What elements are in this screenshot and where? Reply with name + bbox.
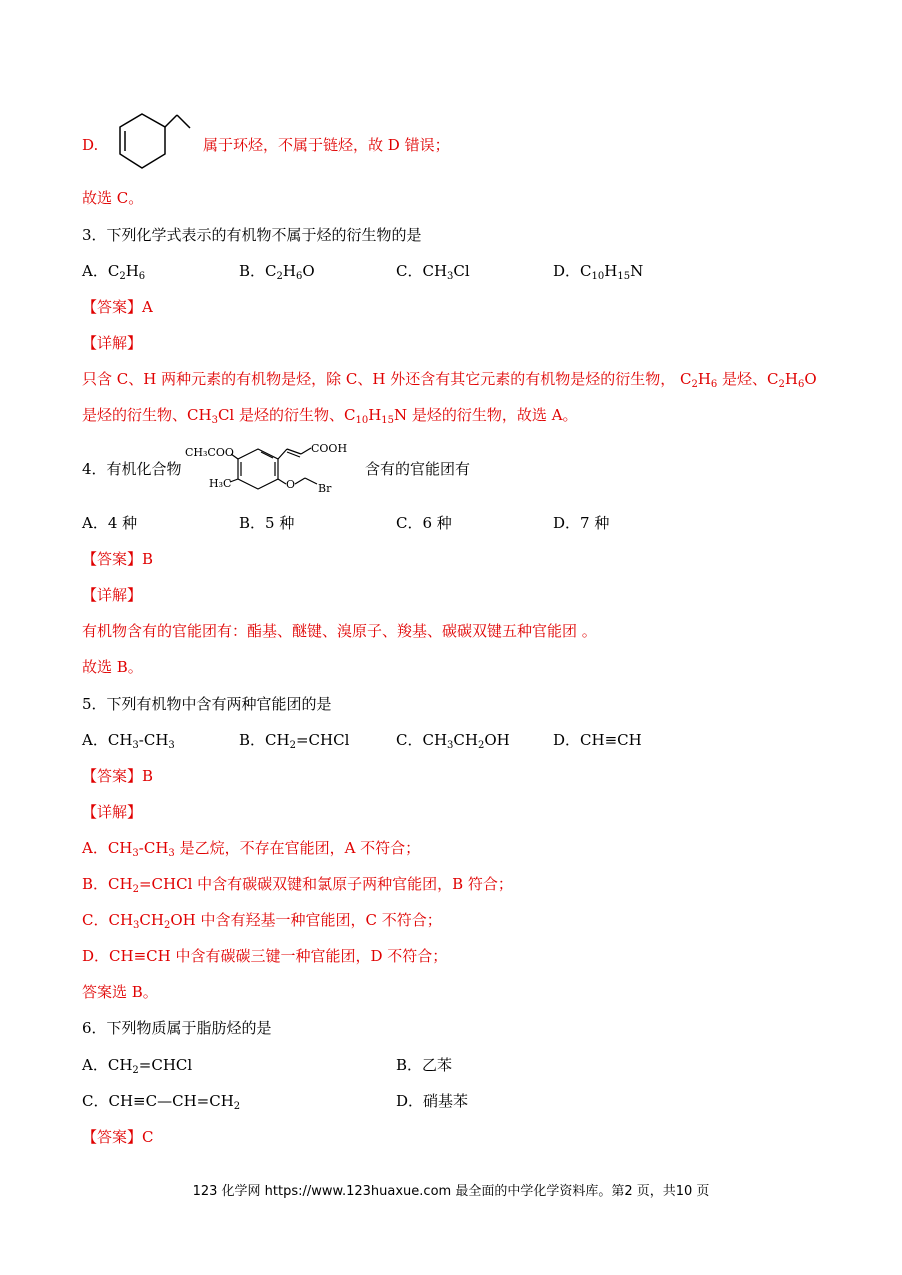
cyclohexene-structure: [108, 108, 198, 180]
q4-structure: [183, 440, 363, 496]
q6-option-d: D．硝基苯: [396, 1092, 469, 1110]
page-footer: 123 化学网 https://www.123huaxue.com 最全面的中学化学资料库。第2 页，共10 页: [192, 1184, 710, 1199]
q4-bromine-label: Br: [318, 482, 332, 495]
q3-stem: 3．下列化学式表示的有机物不属于烃的衍生物的是: [82, 226, 422, 244]
q4-acid-label: COOH: [311, 442, 348, 455]
q4-detail: 有机物含有的官能团有：酯基、醚键、溴原子、羧基、碳碳双键五种官能团 。: [82, 622, 597, 640]
q5-detail-c: C．$CH_3CH_2OH$ 中含有羟基一种官能团，C 不符合；: [82, 911, 442, 931]
q3-option-c: C．$CH_3Cl$: [396, 262, 470, 282]
q4-option-c: C．6 种: [396, 514, 452, 532]
q3-option-a: A．$C_2H_6$: [82, 262, 146, 282]
q5-answer: 【答案】B: [82, 767, 154, 785]
q3-detail-tag: 【详解】: [82, 334, 143, 352]
prev-option-d-label: D.: [82, 136, 99, 154]
q6-option-c: C．$CH\equiv C—CH=CH_2$: [82, 1092, 241, 1112]
q3-detail-line-2: 是烃的衍生物、$CH_3Cl$ 是烃的衍生物、$C_{10}H_{15}N$ 是烃的衍生物，故选 A。: [82, 406, 578, 426]
q5-option-c: C．$CH_3CH_2OH$: [396, 731, 510, 751]
q5-option-d: D．CH≡CH: [553, 731, 642, 749]
q6-stem: 6．下列物质属于脂肪烃的是: [82, 1019, 272, 1037]
prev-conclusion: 故选 C。: [82, 189, 144, 207]
q5-option-b: B．$CH_2=CHCl$: [239, 731, 350, 751]
q4-option-b: B．5 种: [239, 514, 295, 532]
q6-option-a: A．$CH_2=CHCl$: [82, 1056, 193, 1076]
q4-ester-label: CH₃COO: [185, 446, 234, 459]
q4-methyl-label: H₃C: [209, 477, 232, 490]
q5-detail-tag: 【详解】: [82, 803, 143, 821]
q4-stem-pre: 4．有机化合物: [82, 460, 182, 478]
q4-oxygen-label: O: [286, 478, 296, 491]
q4-conclusion: 故选 B。: [82, 658, 143, 676]
q4-detail-tag: 【详解】: [82, 586, 143, 604]
q5-conclusion: 答案选 B。: [82, 983, 158, 1001]
q4-stem-post: 含有的官能团有: [365, 460, 471, 478]
q3-detail-line-1: 只含 C、H 两种元素的有机物是烃，除 C、H 外还含有其它元素的有机物是烃的衍生物， $C_2H_6$ 是烃、$C_2H_6O$: [82, 370, 817, 390]
q5-option-a: A．$CH_3-CH_3$: [82, 731, 175, 751]
q3-option-b: B．$C_2H_6O$: [239, 262, 315, 282]
prev-option-d-text: 属于环烃，不属于链烃，故 D 错误；: [203, 136, 450, 154]
q6-option-b: B．乙苯: [396, 1056, 453, 1074]
q3-answer: 【答案】A: [82, 298, 153, 316]
q4-option-a: A．4 种: [82, 514, 138, 532]
q5-detail-d: D．CH≡CH 中含有碳碳三键一种官能团，D 不符合；: [82, 947, 448, 965]
q5-detail-a: A．$CH_3-CH_3$ 是乙烷，不存在官能团，A 不符合；: [82, 839, 421, 859]
q3-option-d: D．$C_{10}H_{15}N$: [553, 262, 644, 282]
q4-option-d: D．7 种: [553, 514, 610, 532]
q5-stem: 5．下列有机物中含有两种官能团的是: [82, 695, 332, 713]
q4-answer: 【答案】B: [82, 550, 154, 568]
q5-detail-b: B．$CH_2=CHCl$ 中含有碳碳双键和氯原子两种官能团，B 符合；: [82, 875, 513, 895]
q6-answer: 【答案】C: [82, 1128, 154, 1146]
